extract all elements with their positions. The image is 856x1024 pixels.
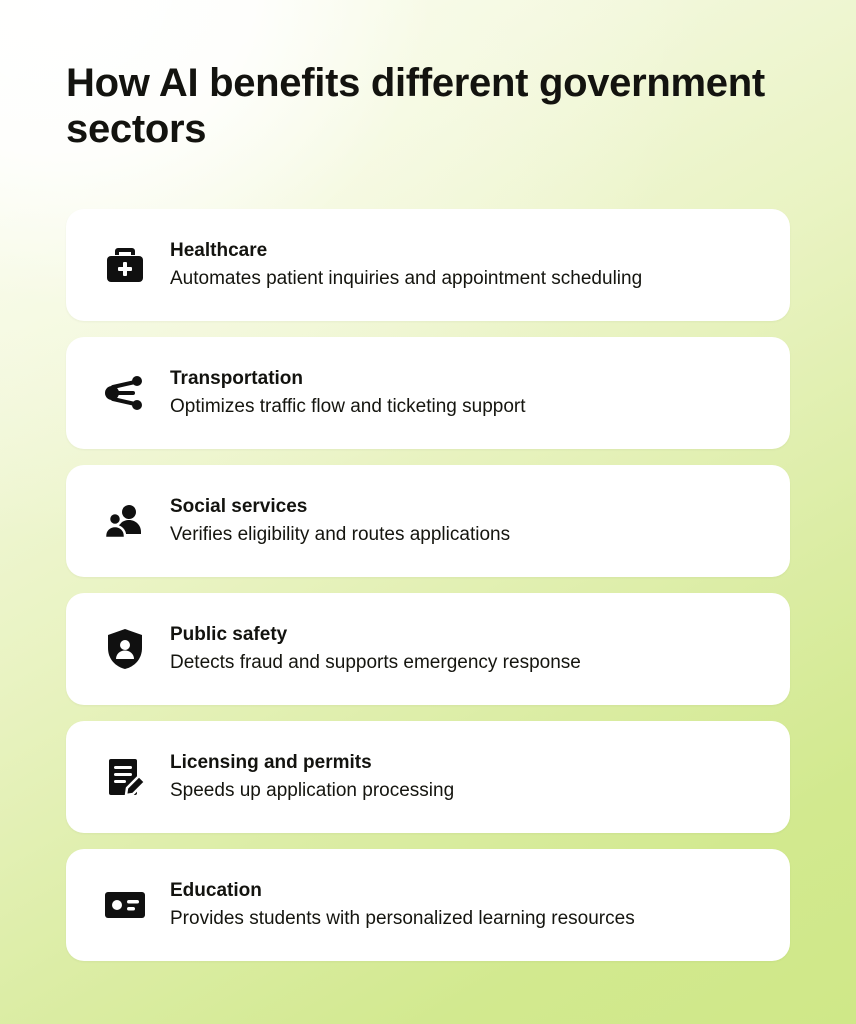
sector-card-licensing-permits <box>66 721 790 833</box>
sector-card-public-safety <box>66 593 790 705</box>
id-card-icon <box>94 874 156 936</box>
sector-description: Optimizes traffic flow and ticketing support <box>170 396 526 418</box>
people-group-icon <box>94 490 156 552</box>
sector-card-list <box>66 209 790 961</box>
sector-title: Healthcare <box>170 239 268 261</box>
sector-card-healthcare <box>66 209 790 321</box>
sector-card-education <box>66 849 790 961</box>
sector-title: Public safety <box>170 623 288 645</box>
sector-description: Detects fraud and supports emergency response <box>170 652 581 674</box>
sector-title: Social services <box>170 495 308 517</box>
sector-description: Verifies eligibility and routes applications <box>170 524 511 546</box>
sector-card-transportation <box>66 337 790 449</box>
sector-card-text <box>170 878 635 932</box>
page-title: How AI benefits different government sectors <box>66 61 765 152</box>
route-network-icon <box>94 362 156 424</box>
sector-card-text <box>170 494 510 548</box>
medical-bag-icon <box>94 234 156 296</box>
sector-description: Provides students with personalized learning resources <box>170 908 635 930</box>
sector-title: Education <box>170 879 262 901</box>
sector-card-text <box>170 622 581 676</box>
sector-card-text <box>170 366 526 420</box>
document-edit-icon <box>94 746 156 808</box>
shield-person-icon <box>94 618 156 680</box>
sector-title: Transportation <box>170 367 304 389</box>
sector-title: Licensing and permits <box>170 751 372 773</box>
sector-description: Speeds up application processing <box>170 780 455 802</box>
sector-card-text <box>170 750 454 804</box>
sector-card-social-services <box>66 465 790 577</box>
sector-card-text <box>170 238 642 292</box>
sector-description: Automates patient inquiries and appointment scheduling <box>170 268 643 290</box>
